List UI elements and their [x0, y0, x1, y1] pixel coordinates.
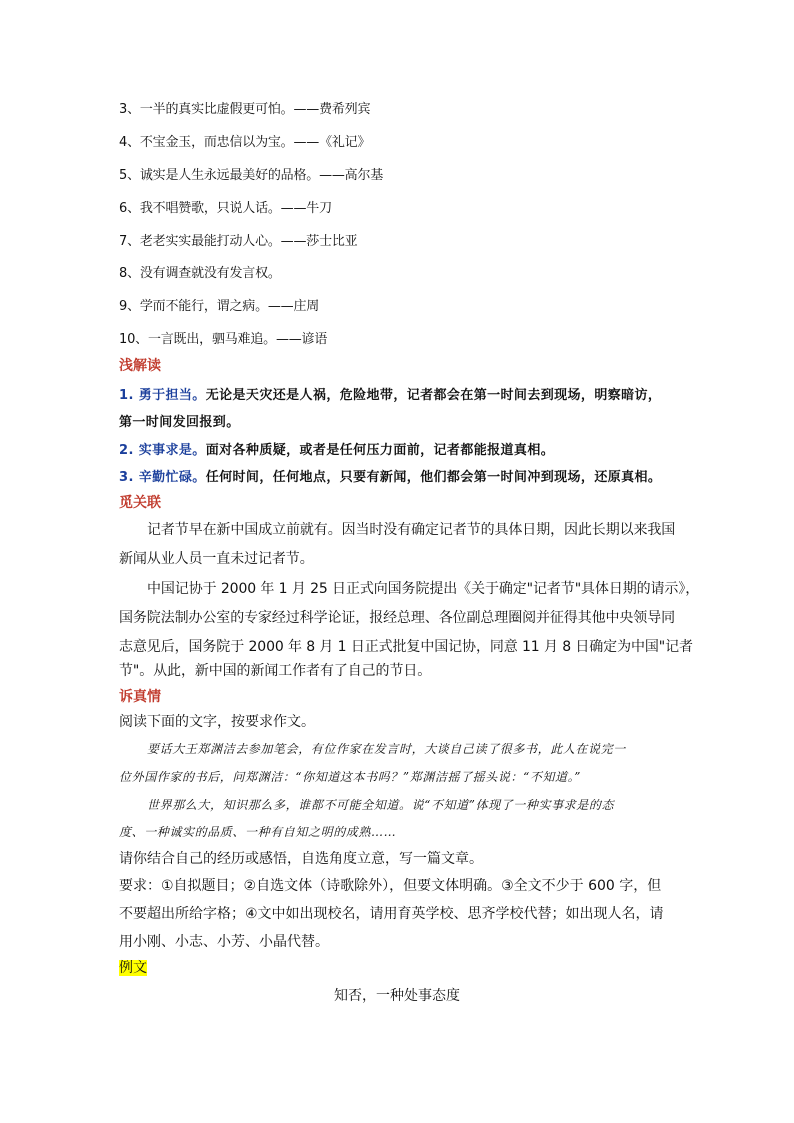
requirements-line-2: 不要超出所给字格；④文中如出现校名，请用育英学校、思齐学校代替；如出现人名，请: [119, 906, 664, 922]
paragraph-1-line-2: 新闻从业人员一直未过记者节。: [119, 551, 314, 567]
paragraph-2-line-4: 节"。从此，新中国的新闻工作者有了自己的节日。: [119, 663, 432, 679]
section-heading-interpret: 浅解读: [119, 358, 161, 374]
quote-3: 3、一半的真实比虚假更可怕。——费希列宾: [119, 102, 371, 117]
point-2-text: 面对各种质疑，或者是任何压力面前，记者都能报道真相。: [205, 443, 555, 458]
paragraph-2-line-3: 志意见后，国务院于 2000 年 8 月 1 日正式批复中国记协，同意 11 月 8 日确定为中国"记者: [119, 639, 693, 655]
example-title: 知否，一种处事态度: [334, 988, 460, 1004]
section-heading-relate: 觅关联: [119, 495, 161, 511]
point-2: [119, 439, 554, 458]
point-1-continued: 第一时间发回报到。: [119, 415, 240, 430]
paragraph-2-line-1: 中国记协于 2000 年 1 月 25 日正式向国务院提出《关于确定"记者节"具体日期的请示》，: [147, 581, 700, 597]
paragraph-2-line-2: 国务院法制办公室的专家经过科学论证，报经总理、各位副总理圈阅并征得其他中央领导同: [119, 610, 675, 626]
material-2-line-2: 度、一种诚实的品质、一种有自知之明的成熟……: [119, 825, 397, 839]
quote-9: 9、学而不能行，谓之病。——庄周: [119, 299, 320, 314]
quote-7: 7、老老实实最能打动人心。——莎士比亚: [119, 234, 358, 249]
prompt-intro: 阅读下面的文字，按要求作文。: [119, 714, 315, 730]
quote-4: 4、不宝金玉，而忠信以为宝。——《礼记》: [119, 135, 371, 150]
quote-10: 10、一言既出，驷马难追。——谚语: [119, 332, 328, 347]
paragraph-1-line-1: 记者节早在新中国成立前就有。因当时没有确定记者节的具体日期，因此长期以来我国: [147, 522, 676, 538]
section-heading-express: 诉真情: [119, 689, 161, 705]
example-label-text: 例文: [119, 960, 147, 976]
requirements-line-3: 用小刚、小志、小芳、小晶代替。: [119, 934, 329, 950]
quote-5: 5、诚实是人生永远最美好的品格。——高尔基: [119, 168, 384, 183]
point-3-label: 3. 辛勤忙碌。: [119, 470, 206, 485]
example-label: [119, 957, 147, 977]
point-3-text: 任何时间，任何地点，只要有新闻，他们都会第一时间冲到现场，还原真相。: [205, 470, 662, 485]
quote-8: 8、没有调查就没有发言权。: [119, 266, 281, 281]
point-1-label: 1. 勇于担当。: [119, 388, 206, 403]
quote-6: 6、我不唱赞歌，只说人话。——牛刀: [119, 201, 332, 216]
point-3: [119, 466, 661, 485]
material-1-line-1: 要话大王郑渊洁去参加笔会，有位作家在发言时，大谈自己读了很多书，此人在说完一: [147, 742, 626, 756]
point-1-text: 无论是天灾还是人祸，危险地带，记者都会在第一时间去到现场，明察暗访，: [205, 388, 662, 403]
point-1: [119, 384, 661, 403]
task-text: 请你结合自己的经历或感悟，自选角度立意，写一篇文章。: [119, 851, 483, 867]
requirements-line-1: 要求：①自拟题目；②自选文体（诗歌除外），但要文体明确。③全文不少于 600 字，但: [119, 878, 662, 894]
point-2-label: 2. 实事求是。: [119, 443, 206, 458]
material-1-line-2: 位外国作家的书后，问郑渊洁：“你知道这本书吗？”郑渊洁摇了摇头说：“不知道。”: [119, 770, 581, 784]
material-2-line-1: 世界那么大，知识那么多，谁都不可能全知道。说“不知道”体现了一种实事求是的态: [147, 798, 615, 812]
